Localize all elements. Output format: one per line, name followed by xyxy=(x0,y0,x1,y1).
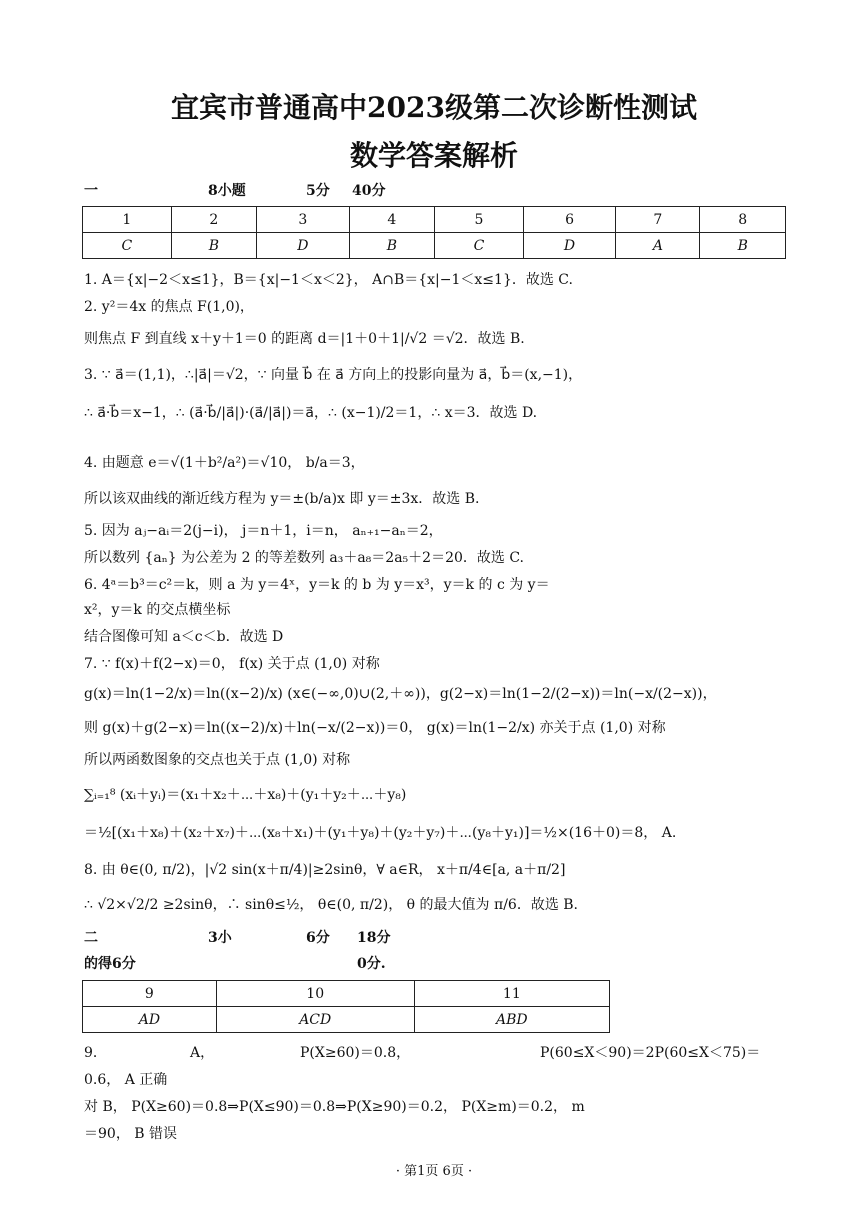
page-subtitle: 数学答案解析 xyxy=(349,139,518,172)
table-cell: 2 xyxy=(171,207,256,233)
table-cell: 1 xyxy=(83,207,172,233)
table-cell: C xyxy=(435,233,524,259)
solution-line: 则焦点 F 到直线 x＋y＋1＝0 的距离 d＝|1＋0＋1|/√2 ＝√2．故选 B. xyxy=(84,331,525,347)
solution-line: 4. 由题意 e＝√(1＋b²/a²)＝√10， b/a＝3， xyxy=(84,455,365,471)
solution-line: ∴ a⃗·b⃗＝x−1，∴ (a⃗·b⃗/|a⃗|)·(a⃗/|a⃗|)＝a⃗，∴ (x−1)/2＝1，∴ x＝3．故选 D. xyxy=(84,405,538,421)
solution-line: 0.6， A 正确 xyxy=(84,1072,168,1088)
table-cell: 4 xyxy=(349,207,434,233)
solution-line: ＝½[(x₁＋x₈)＋(x₂＋x₇)＋⋯(x₈＋x₁)＋(y₁＋y₈)＋(y₂＋y₇)＋⋯(y₈＋y₁)]＝½×(16＋0)＝8， A. xyxy=(84,825,677,841)
section2-rule-a: 的得6分 xyxy=(84,956,136,972)
table-cell: 10 xyxy=(216,981,414,1007)
table-cell: D xyxy=(257,233,350,259)
table-cell: A xyxy=(616,233,700,259)
table-cell: 6 xyxy=(523,207,616,233)
table-cell: AD xyxy=(83,1007,217,1033)
solution-line: 6. 4ᵃ＝b³＝c²＝k，则 a 为 y＝4ˣ，y＝k 的 b 为 y＝x³，y＝k 的 c 为 y＝ xyxy=(84,577,550,593)
solution-line: 所以数列 {aₙ} 为公差为 2 的等差数列 a₃＋a₈＝2a₅＋2＝20．故选 C. xyxy=(84,550,524,566)
table-answer-row xyxy=(83,1007,610,1033)
solution-line: x²，y＝k 的交点横坐标 xyxy=(84,602,231,618)
section2-count: 3小 xyxy=(208,930,232,946)
solution-line: ∑ᵢ₌₁⁸ (xᵢ＋yᵢ)＝(x₁＋x₂＋⋯＋x₈)＋(y₁＋y₂＋⋯＋y₈) xyxy=(84,787,407,803)
solution-line: 5. 因为 aⱼ−aᵢ＝2(j−i)， j＝n＋1，i＝n， aₙ₊₁−aₙ＝2， xyxy=(84,523,443,539)
table-cell: 7 xyxy=(616,207,700,233)
solution-line: 对 B， P(X≥60)＝0.8⇒P(X≤90)＝0.8⇒P(X≥90)＝0.2， P(X≥m)＝0.2， m xyxy=(84,1099,585,1115)
table-header-row xyxy=(83,981,610,1007)
answer-table-2 xyxy=(82,980,610,1033)
q9-number: 9． xyxy=(84,1045,107,1061)
table-cell: 5 xyxy=(435,207,524,233)
solution-line: 所以该双曲线的渐近线方程为 y＝±(b/a)x 即 y＝±3x．故选 B. xyxy=(84,491,480,507)
section1-total: 40分 xyxy=(352,183,386,199)
table-header-row xyxy=(83,207,786,233)
table-cell: C xyxy=(83,233,172,259)
solution-line: 所以两函数图象的交点也关于点 (1,0) 对称 xyxy=(84,752,351,768)
table-cell: ACD xyxy=(216,1007,414,1033)
solution-line: 3. ∵ a⃗＝(1,1)，∴|a⃗|＝√2，∵ 向量 b⃗ 在 a⃗ 方向上的投影向量为 a⃗，b⃗＝(x,−1)， xyxy=(84,367,583,383)
section1-count: 8小题 xyxy=(208,183,246,199)
table-cell: B xyxy=(349,233,434,259)
table-cell: 8 xyxy=(700,207,786,233)
table-cell: 3 xyxy=(257,207,350,233)
section2-points: 6分 xyxy=(306,930,330,946)
section2-rule-b: 0分. xyxy=(357,956,386,972)
q9-prob-1: P(X≥60)＝0.8， xyxy=(300,1045,411,1061)
section2-total: 18分 xyxy=(357,930,391,946)
solution-line: 则 g(x)＋g(2−x)＝ln((x−2)/x)＋ln(−x/(2−x))＝0， g(x)＝ln(1−2/x) 亦关于点 (1,0) 对称 xyxy=(84,720,666,736)
solution-line: g(x)＝ln(1−2/x)＝ln((x−2)/x) (x∈(−∞,0)∪(2,＋∞))，g(2−x)＝ln(1−2/(2−x))＝ln(−x/(2−x))， xyxy=(84,686,717,702)
solution-line: 8. 由 θ∈(0, π/2)，|√2 sin(x＋π/4)|≥2sinθ，∀ a∈R， x＋π/4∈[a, a＋π/2] xyxy=(84,862,566,878)
solution-line: ＝90， B 错误 xyxy=(84,1126,178,1142)
solution-line: 7. ∵ f(x)＋f(2−x)＝0， f(x) 关于点 (1,0) 对称 xyxy=(84,656,380,672)
table-cell: 11 xyxy=(414,981,609,1007)
solution-line: 1. A＝{x|−2＜x≤1}，B＝{x|−1＜x＜2}， A∩B＝{x|−1＜x≤1}．故选 C. xyxy=(84,272,573,288)
q9-option: A， xyxy=(190,1045,215,1061)
solution-line: ∴ √2×√2/2 ≥2sinθ，∴ sinθ≤½， θ∈(0, π/2)， θ 的最大值为 π/6．故选 B. xyxy=(84,897,579,913)
q9-prob-2: P(60≤X＜90)＝2P(60≤X＜75)＝ xyxy=(540,1045,761,1061)
solution-line: 结合图像可知 a＜c＜b．故选 D xyxy=(84,629,284,645)
section1-label: 一 xyxy=(84,183,98,199)
answer-table-1 xyxy=(82,206,786,259)
table-cell: D xyxy=(523,233,616,259)
section2-label: 二 xyxy=(84,930,98,946)
table-cell: B xyxy=(700,233,786,259)
page-title: 宜宾市普通高中2023级第二次诊断性测试 xyxy=(171,91,697,124)
solution-line: 2. y²＝4x 的焦点 F(1,0)， xyxy=(84,299,254,315)
table-cell: B xyxy=(171,233,256,259)
section1-points: 5分 xyxy=(306,183,330,199)
table-cell: ABD xyxy=(414,1007,609,1033)
table-answer-row xyxy=(83,233,786,259)
table-cell: 9 xyxy=(83,981,217,1007)
page-footer: · 第1页 6页 · xyxy=(395,1164,473,1179)
